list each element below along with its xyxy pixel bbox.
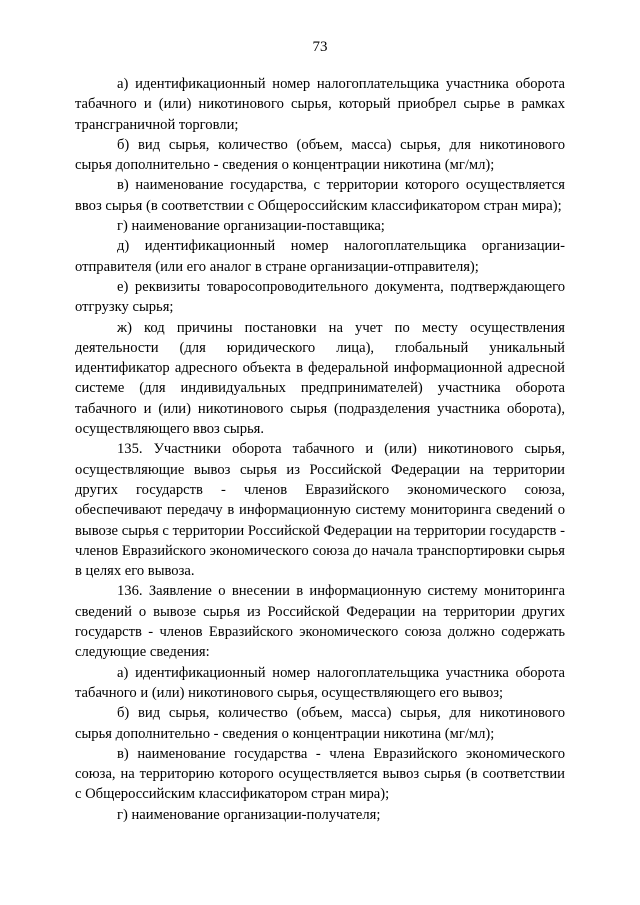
- item-a-paragraph: а) идентификационный номер налогоплательщика участника оборота табачного и (или) никотинового сырья, который приобрел сырье в рамках трансграничной торговли;: [75, 76, 565, 133]
- clause-136-paragraph: 136. Заявление о внесении в информационную систему мониторинга сведений о вывозе сырья из Российской Федерации на территории других государств - членов Евразийского экономического союза должно содержать следующие сведения:: [75, 583, 565, 661]
- item-zh-paragraph: ж) код причины постановки на учет по месту осуществления деятельности (для юридического лица), глобальный уникальный идентификатор адресного объекта в федеральной информационной адресной системе (для индивидуальных предпринимателей) участника оборота табачного и (или) никотинового сырья (подразделения участника оборота), осуществляющего ввоз сырья.: [75, 319, 565, 438]
- item-g-paragraph: г) наименование организации-поставщика;: [117, 218, 385, 235]
- item-e-paragraph: е) реквизиты товаросопроводительного документа, подтверждающего отгрузку сырья;: [75, 278, 565, 316]
- clause-136-item-b-paragraph: б) вид сырья, количество (объем, масса) сырья, для никотинового сырья дополнительно - сведения о концентрации никотина (мг/мл);: [75, 705, 565, 742]
- item-v-paragraph: в) наименование государства, с территории которого осуществляется ввоз сырья (в соответствии с Общероссийским классификатором стран мира);: [75, 177, 565, 214]
- page-number: 73: [312, 39, 328, 55]
- clause-135-paragraph: 135. Участники оборота табачного и (или) никотинового сырья, осуществляющие вывоз сырья из Российской Федерации на территории других государств - членов Евразийского экономического союза, обеспечивают передачу в информационную систему мониторинга сведений о вывозе сырья с территории Российской Федерации на территории государств - членов Евразийского экономического союза до начала транспортировки сырья в целях его вывоза.: [75, 441, 565, 580]
- clause-136-item-g-paragraph: г) наименование организации-получателя;: [117, 806, 381, 823]
- item-d-paragraph: д) идентификационный номер налогоплательщика организации-отправителя (или его аналог в стране организации-отправителя);: [75, 238, 565, 275]
- item-b-paragraph: б) вид сырья, количество (объем, масса) сырья, для никотинового сырья дополнительно - сведения о концентрации никотина (мг/мл);: [75, 136, 565, 174]
- clause-136-item-v-paragraph: в) наименование государства - члена Евразийского экономического союза, на территорию которого осуществляется вывоз сырья (в соответствии с Общероссийским классификатором стран мира);: [75, 745, 565, 803]
- document-body: [75, 74, 565, 825]
- clause-136-item-a-paragraph: а) идентификационный номер налогоплательщика участника оборота табачного и (или) никотинового сырья, осуществляющего его вывоз;: [75, 664, 565, 701]
